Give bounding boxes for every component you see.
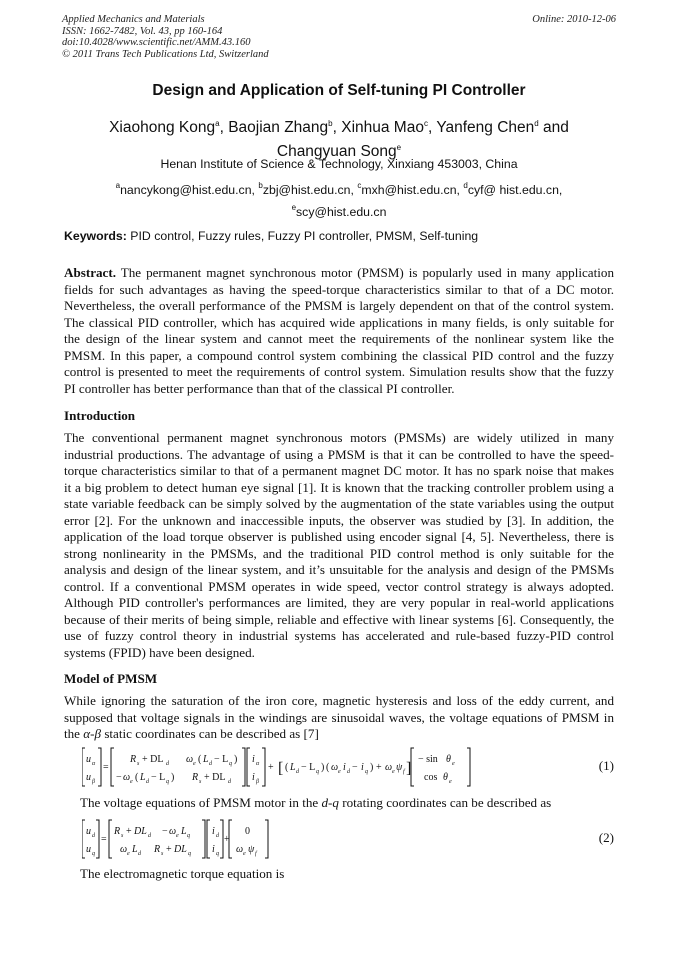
paper-title: Design and Application of Self-tuning PI Controller [152, 82, 526, 99]
equation-1-number: (1) [598, 758, 614, 773]
svg-text:− sin: − sin [418, 754, 438, 765]
svg-text:− L: − L [214, 754, 229, 765]
svg-text:i: i [361, 762, 364, 773]
svg-text:=: = [103, 762, 109, 773]
svg-text:DL: DL [174, 844, 187, 855]
svg-text:u: u [86, 754, 91, 765]
svg-text:q: q [316, 769, 319, 775]
author-list [80, 114, 598, 162]
svg-text:d: d [216, 833, 219, 839]
email: $^d$cyf@ hist.edu.cn, [463, 181, 563, 197]
svg-text:q: q [365, 769, 368, 775]
svg-text:+: + [376, 762, 382, 773]
svg-text:): ) [171, 772, 175, 783]
email: $^c$mxh@hist.edu.cn, [357, 181, 464, 197]
svg-text:s: s [121, 833, 124, 839]
svg-text:d: d [148, 833, 151, 839]
introduction-heading: Introduction [64, 408, 136, 423]
svg-text:q: q [92, 851, 95, 857]
svg-text:d: d [228, 779, 231, 785]
author: Baojian Zhang$^b$, [228, 119, 342, 136]
svg-text:DL: DL [134, 826, 147, 837]
dq-intro: The voltage equations of PMSM motor in the d-q rotating coordinates can be described as [80, 795, 552, 810]
svg-text:e: e [449, 779, 452, 785]
svg-text:+ DL: + DL [204, 772, 226, 783]
svg-text:i: i [212, 826, 215, 837]
svg-text:+ DL: + DL [142, 754, 164, 765]
svg-text:q: q [188, 851, 191, 857]
svg-text:i: i [252, 772, 255, 783]
svg-text:β: β [256, 779, 259, 785]
svg-text:ψ: ψ [396, 762, 403, 773]
svg-text:ω: ω [236, 844, 244, 855]
svg-text:f: f [255, 851, 257, 857]
svg-text:α: α [256, 761, 260, 767]
author: Xinhua Mao$^c$, [341, 119, 437, 136]
svg-text:): ) [234, 754, 238, 765]
svg-text:d: d [296, 769, 299, 775]
svg-text:R: R [130, 754, 137, 765]
svg-text:(: ( [135, 772, 139, 783]
model-intro: While ignoring the saturation of the iron core, magnetic hysteresis and loss of the eddy current, and supposed that voltage signals in the windings are sinusoidal waves, the voltage equations of PMSM in the α-β static coordinates can be described as [7] [64, 693, 614, 741]
journal-copyright: © 2011 Trans Tech Publications Ltd, Switzerland [62, 48, 269, 60]
journal-name: Applied Mechanics and Materials [62, 14, 205, 25]
svg-text:): ) [321, 762, 325, 773]
svg-text:s: s [137, 761, 140, 767]
journal-issn: ISSN: 1662-7482, Vol. 43, pp 160-164 [62, 25, 223, 37]
svg-text:e: e [193, 761, 196, 767]
svg-text:d: d [138, 851, 141, 857]
torque-intro: The electromagnetic torque equation is [80, 866, 285, 881]
keywords-text: PID control, Fuzzy rules, Fuzzy PI controller, PMSM, Self-tuning [126, 229, 479, 243]
svg-text:ω: ω [169, 826, 177, 837]
svg-text:d: d [146, 779, 149, 785]
svg-text:d: d [166, 761, 169, 767]
svg-text:e: e [130, 779, 133, 785]
svg-text:α: α [92, 761, 96, 767]
svg-text:+: + [126, 826, 132, 837]
svg-text:R: R [192, 772, 199, 783]
svg-text:θ: θ [443, 772, 448, 783]
svg-text:ψ: ψ [248, 844, 255, 855]
equation-2 [82, 818, 282, 860]
email: $^b$zbj@hist.edu.cn, [258, 181, 358, 197]
email-list [90, 177, 588, 221]
svg-text:L: L [140, 772, 146, 783]
svg-text:(: ( [198, 754, 202, 765]
svg-text:− L: − L [301, 762, 316, 773]
svg-text:R: R [154, 844, 161, 855]
abstract-text: The permanent magnet synchronous motor (PMSM) is popularly used in many application fields for such advantages as having the speed-torque characteristics similar to that of a DC motor. Nevertheless, the overall performance of the PMSM is largely dependent on that of the control system. The classical PID controller, which has acquired wide applications in many fields, is only suitable for the design of the linear system and cannot meet the requirements of the nonlinear system like the PMSM. In this paper, a compound control system combining the classical PID control and the fuzzy control is presented to meet the requirements of control system. Simulation results show that the fuzzy PI controller has better performance than that of the classical PI controller. [64, 265, 614, 396]
svg-text:u: u [86, 844, 91, 855]
model-heading: Model of PMSM [64, 671, 158, 686]
svg-text:(: ( [326, 762, 330, 773]
svg-text:−: − [162, 826, 168, 837]
svg-text:i: i [343, 762, 346, 773]
svg-text:ω: ω [331, 762, 339, 773]
svg-text:s: s [199, 779, 202, 785]
svg-text:e: e [392, 769, 395, 775]
svg-text:R: R [114, 826, 121, 837]
svg-text:q: q [229, 761, 232, 767]
svg-text:q: q [166, 779, 169, 785]
svg-text:+: + [268, 762, 274, 773]
svg-text:[: [ [278, 760, 284, 777]
svg-text:ω: ω [186, 754, 194, 765]
journal-doi: doi:10.4028/www.scientific.net/AMM.43.160 [62, 37, 251, 49]
svg-text:e: e [243, 851, 246, 857]
email: $^e$scy@hist.edu.cn [291, 203, 387, 219]
svg-text:ω: ω [123, 772, 131, 783]
affiliation: Henan Institute of Science & Technology, Xinxiang 453003, China [160, 157, 518, 171]
svg-text:ω: ω [120, 844, 128, 855]
svg-text:L: L [290, 762, 296, 773]
svg-text:]: ] [406, 760, 412, 777]
svg-text:f: f [403, 769, 405, 775]
author: Xiaohong Kong$^a$, [109, 119, 229, 136]
equation-1 [82, 746, 472, 788]
keywords-label: Keywords: [64, 229, 127, 243]
abstract [64, 265, 614, 397]
svg-text:e: e [127, 851, 130, 857]
svg-text:d: d [347, 769, 350, 775]
svg-text:u: u [86, 826, 91, 837]
svg-text:cos: cos [424, 772, 438, 783]
equation-2-number: (2) [598, 830, 614, 845]
journal-header [62, 14, 616, 60]
svg-text:i: i [252, 754, 255, 765]
keywords [64, 229, 624, 243]
introduction-text: The conventional permanent magnet synchronous motors (PMSMs) are widely utilized in many industrial productions. The advantage of using a PMSM is that it can be controlled to have the speed-torque characteristics similar to that of a permanent magnet DC motor. It has no spark noise that makes it a big problem to detect human eye signal [1]. It is known that the tracking controller problem using a state variable feedback can be simply solved by the augmentation of the state variables using the output error [2]. For the unknown and inaccessible inputs, the observer was studied by [3]. In addition, the application of the load torque observer is published using encoder signal [4, 5]. Nevertheless, there is strong nonlinearity in the PMSMs, and the traditional PID control method is only suitable for the analysis and design of the linear system, and it’s unsuitable for the analysis and design of the PMSMs control. If a conventional PMSM operates in wide speed, vector control strategy is always adopted. Although PID controller's performances are limited, they are very popular in real-world applications because of their merits of being simple, reliable and effective with linear systems [6]. Consequently, the use of fuzzy control theory in industrial systems has accelerated and rule-based fuzzy-PID control systems (FPID) have been designed. [64, 430, 614, 660]
svg-text:e: e [338, 769, 341, 775]
svg-text:−: − [352, 762, 358, 773]
svg-text:−: − [116, 772, 122, 783]
svg-text:i: i [212, 844, 215, 855]
svg-text:): ) [370, 762, 374, 773]
svg-text:0: 0 [245, 826, 250, 837]
author: Yanfeng Chen$^d$ and [436, 119, 569, 136]
svg-text:L: L [203, 754, 209, 765]
svg-text:q: q [216, 851, 219, 857]
svg-text:(: ( [285, 762, 289, 773]
online-date: Online: 2010-12-06 [532, 14, 616, 25]
svg-text:e: e [452, 761, 455, 767]
svg-text:e: e [176, 833, 179, 839]
svg-text:d: d [92, 833, 95, 839]
svg-text:θ: θ [446, 754, 451, 765]
svg-text:L: L [181, 826, 187, 837]
svg-text:− L: − L [151, 772, 166, 783]
svg-text:u: u [86, 772, 91, 783]
svg-text:β: β [92, 779, 95, 785]
svg-text:ω: ω [385, 762, 393, 773]
svg-text:+: + [224, 834, 230, 845]
abstract-label: Abstract. [64, 265, 116, 280]
svg-text:s: s [161, 851, 164, 857]
svg-text:q: q [187, 833, 190, 839]
author: Changyuan Song$^e$ [276, 143, 402, 160]
svg-text:=: = [101, 834, 107, 845]
svg-text:L: L [132, 844, 138, 855]
svg-text:+: + [166, 844, 172, 855]
svg-text:d: d [209, 761, 212, 767]
email: $^a$nancykong@hist.edu.cn, [115, 181, 259, 197]
